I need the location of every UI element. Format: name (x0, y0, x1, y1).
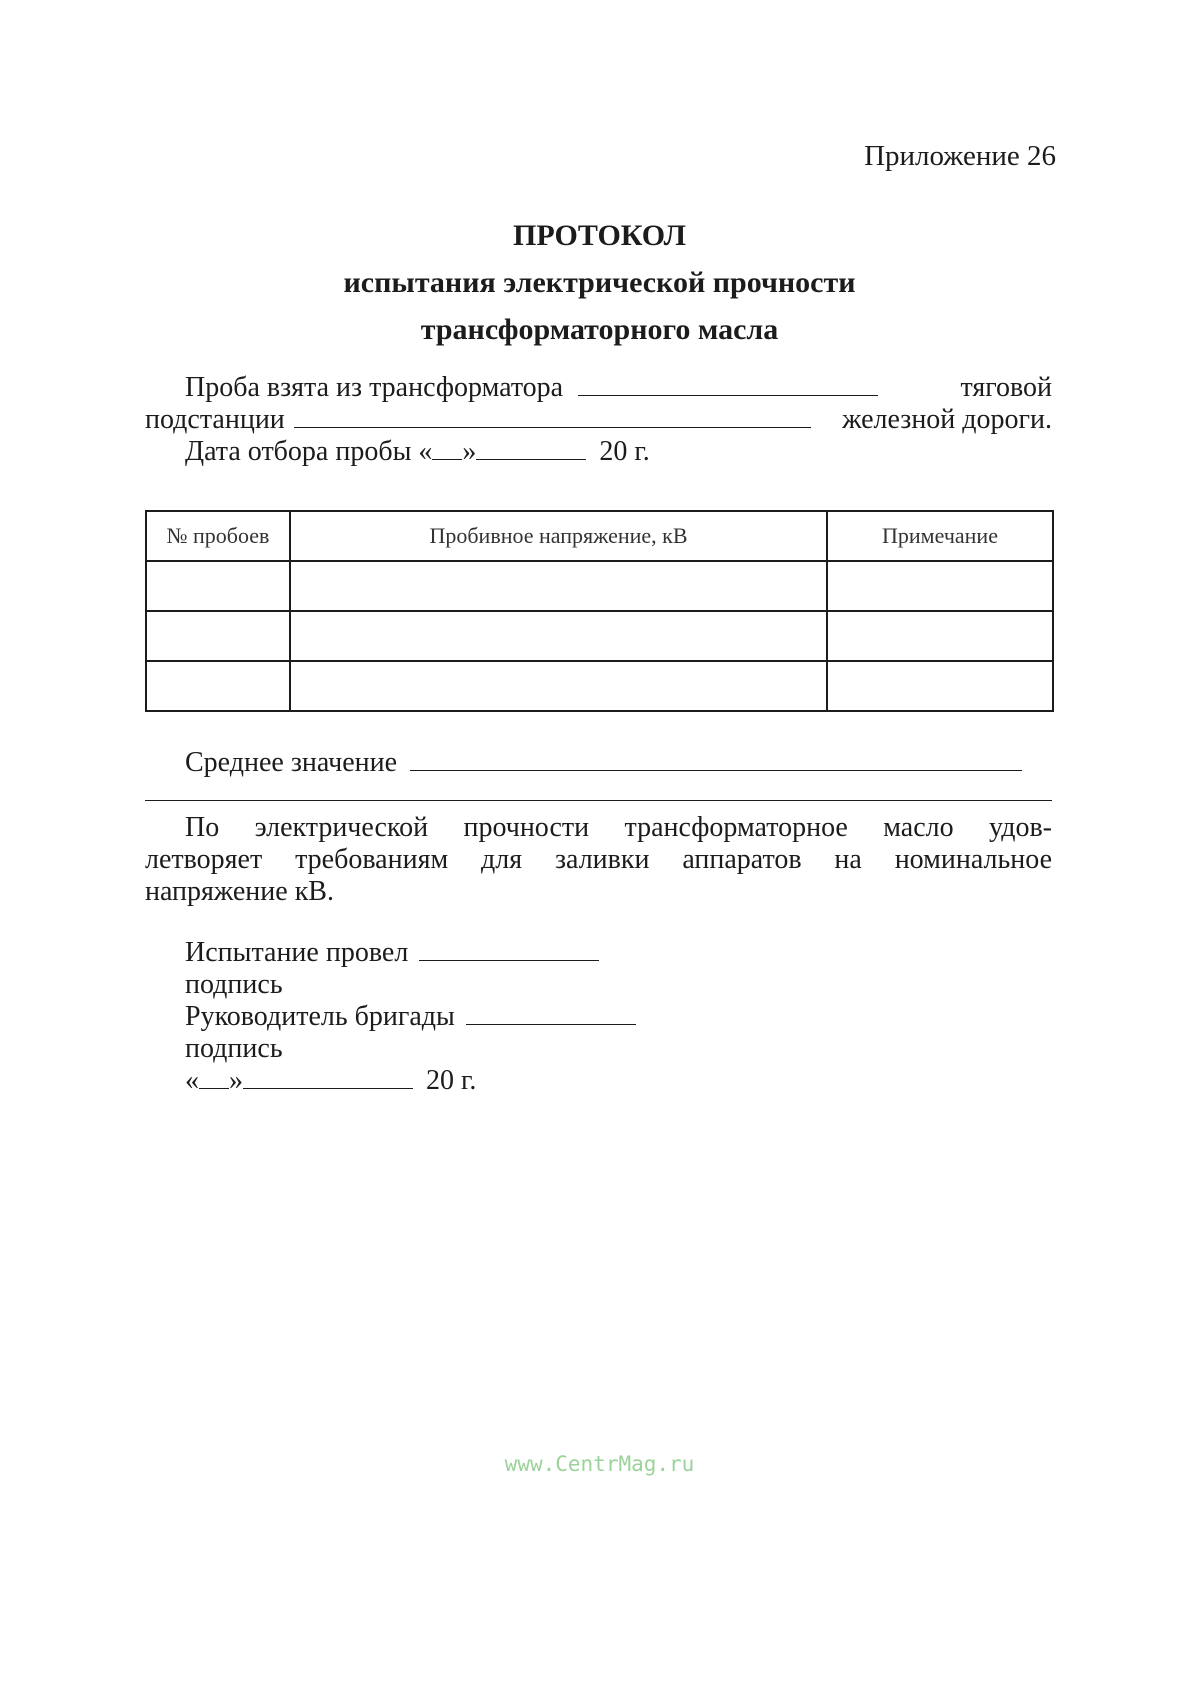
table-row (146, 561, 1053, 611)
sample-line-1 (145, 372, 1052, 404)
signature-month-field[interactable] (243, 1068, 413, 1089)
conclusion-text (145, 812, 1052, 908)
brigade-head-label: Руководитель бригады (185, 1001, 455, 1032)
sample-month-field[interactable] (476, 439, 586, 460)
table-row (146, 611, 1053, 661)
cell-note[interactable] (827, 661, 1053, 711)
signature-date-line (145, 1065, 1052, 1097)
cell-voltage[interactable] (290, 611, 827, 661)
average-field[interactable] (410, 750, 1022, 771)
quote-close: » (229, 1065, 243, 1096)
signature-block (145, 937, 1052, 1097)
title-line-1: ПРОТОКОЛ (513, 219, 686, 252)
cell-breakdowns[interactable] (146, 611, 290, 661)
substation-label: подстанции (145, 404, 285, 435)
sample-date-label: Дата отбора пробы « (185, 436, 433, 467)
tested-by-label: Испытание провел (185, 937, 409, 968)
table-header-row (146, 511, 1053, 561)
appendix-label: Приложение 26 (864, 140, 1056, 172)
cell-note[interactable] (827, 561, 1053, 611)
brigade-head-field[interactable] (466, 1004, 636, 1025)
header-voltage: Пробивное напряжение, кВ (290, 511, 827, 561)
signature-2: подпись (185, 1033, 283, 1064)
average-label: Среднее значение (185, 747, 398, 778)
tested-by-line (145, 937, 1052, 969)
railway-label: железной дороги. (842, 404, 1052, 435)
document-title (0, 212, 1199, 353)
sample-label: Проба взята из трансформатора (185, 372, 564, 403)
signature-day-field[interactable] (199, 1068, 229, 1089)
sample-year-label: 20 г. (599, 436, 650, 467)
signature-1: подпись (185, 969, 283, 1000)
substation-field[interactable] (294, 407, 811, 428)
cell-breakdowns[interactable] (146, 561, 290, 611)
quote-close: » (462, 436, 477, 467)
quote-open: « (185, 1065, 199, 1096)
average-continuation-line[interactable] (145, 800, 1052, 801)
title-line-2: испытания электрической прочности (343, 266, 856, 299)
conclusion-line-2: летворяет требованиям для заливки аппаратов на номинальное (145, 844, 1052, 875)
header-note: Примечание (827, 511, 1053, 561)
conclusion-line-3: напряжение кВ. (145, 876, 334, 907)
results-table (145, 510, 1054, 712)
table-row (146, 661, 1053, 711)
cell-voltage[interactable] (290, 561, 827, 611)
transformer-field[interactable] (578, 375, 878, 396)
watermark: www.CentrMag.ru (504, 1452, 695, 1476)
brigade-head-line (145, 1001, 1052, 1033)
sample-day-field[interactable] (432, 439, 462, 460)
cell-note[interactable] (827, 611, 1053, 661)
sample-date-line (145, 436, 1052, 468)
sample-line-2 (145, 404, 1052, 436)
traction-label: тяговой (960, 372, 1052, 403)
signature-year-label: 20 г. (426, 1065, 477, 1096)
average-line (145, 747, 1052, 779)
title-line-3: трансформаторного масла (420, 313, 779, 346)
conclusion-line-1: По электрической прочности трансформаторное масло удов- (185, 812, 1052, 843)
cell-breakdowns[interactable] (146, 661, 290, 711)
cell-voltage[interactable] (290, 661, 827, 711)
header-breakdowns: № пробоев (146, 511, 290, 561)
tested-by-field[interactable] (419, 940, 599, 961)
